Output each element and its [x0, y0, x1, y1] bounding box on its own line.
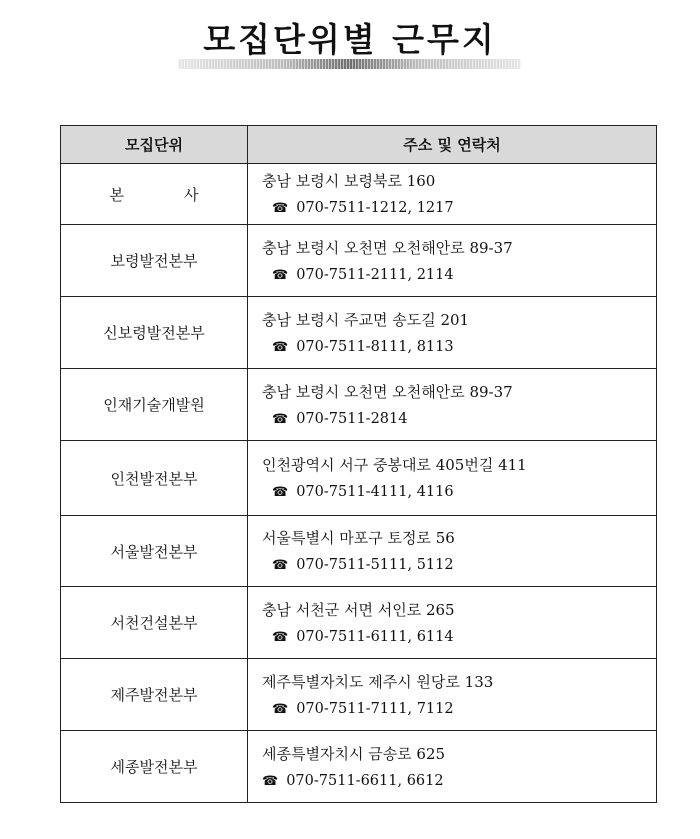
unit-cell: 서천건설본부: [61, 587, 248, 659]
table-row: [61, 225, 657, 297]
phone-line: [262, 479, 656, 505]
phone-line: [262, 334, 656, 360]
address-text: 충남 보령시 주교면 송도길 201: [262, 310, 470, 329]
phone-number: 070-7511-2111, 2114: [296, 266, 454, 283]
table-row: [61, 659, 657, 731]
phone-number: 070-7511-2814: [296, 410, 408, 427]
header-contact: 주소 및 연락처: [248, 126, 657, 164]
telephone-icon: ☎: [272, 201, 289, 216]
phone-line: [262, 262, 656, 288]
contact-cell: [248, 659, 657, 731]
address-text: 서울특별시 마포구 토정로 56: [262, 529, 455, 547]
table-row: [61, 297, 657, 369]
unit-cell: 세종발전본부: [61, 731, 248, 803]
contact-cell: [248, 731, 657, 803]
phone-number: 070-7511-6111, 6114: [296, 628, 454, 645]
table-row: [61, 516, 657, 587]
table-header-row: [61, 126, 657, 164]
title-underline-bar: [178, 59, 521, 69]
address-text: 충남 보령시 오천면 오천해안로 89-37: [262, 238, 513, 257]
unit-cell: 인천발전본부: [61, 441, 248, 516]
page-title: 모집단위별 근무지: [203, 20, 497, 59]
unit-cell: 서울발전본부: [61, 516, 248, 587]
table-row: [61, 441, 657, 516]
phone-line: [262, 406, 656, 432]
phone-line: [262, 696, 656, 722]
phone-number: 070-7511-1212, 1217: [296, 200, 454, 216]
header-unit: 모집단위: [61, 126, 248, 164]
phone-line: [262, 552, 656, 578]
telephone-icon: ☎: [272, 701, 289, 717]
address-text: 충남 보령시 오천면 오천해안로 89-37: [262, 382, 513, 401]
telephone-icon: ☎: [272, 485, 289, 500]
table-row: [61, 369, 657, 441]
table-row: [61, 731, 657, 803]
phone-number: 070-7511-7111, 7112: [296, 700, 454, 717]
unit-cell: 인재기술개발원: [61, 369, 248, 441]
contact-cell: [248, 587, 657, 659]
unit-name: 본사: [109, 185, 259, 204]
address-text: 충남 서천군 서면 서인로 265: [262, 600, 455, 619]
phone-number: 070-7511-8111, 8113: [296, 338, 454, 355]
address-text: 세종특별자치시 금송로 625: [262, 744, 446, 763]
address-text: 인천광역시 서구 중봉대로 405번길 411: [262, 456, 527, 474]
telephone-icon: ☎: [272, 339, 289, 355]
contact-cell: [248, 297, 657, 369]
unit-cell: 신보령발전본부: [61, 297, 248, 369]
unit-cell: 제주발전본부: [61, 659, 248, 731]
phone-number: 070-7511-6611, 6612: [286, 772, 444, 789]
telephone-icon: ☎: [272, 629, 289, 645]
contact-cell: [248, 369, 657, 441]
table-row: [61, 164, 657, 225]
contact-cell: [248, 164, 657, 225]
workplace-table: [60, 125, 657, 803]
telephone-icon: ☎: [272, 411, 289, 427]
telephone-icon: ☎: [262, 773, 279, 789]
phone-line: [262, 768, 656, 794]
address-text: 충남 보령시 보령북로 160: [262, 172, 436, 190]
contact-cell: [248, 441, 657, 516]
unit-cell: 보령발전본부: [61, 225, 248, 297]
phone-number: 070-7511-5111, 5112: [296, 557, 454, 573]
telephone-icon: ☎: [272, 558, 289, 573]
contact-cell: [248, 516, 657, 587]
contact-cell: [248, 225, 657, 297]
unit-cell: [61, 164, 259, 225]
telephone-icon: ☎: [272, 267, 289, 283]
table-row: [61, 587, 657, 659]
phone-number: 070-7511-4111, 4116: [296, 484, 454, 500]
address-text: 제주특별자치도 제주시 원당로 133: [262, 672, 494, 691]
phone-line: [262, 195, 656, 221]
phone-line: [262, 624, 656, 650]
